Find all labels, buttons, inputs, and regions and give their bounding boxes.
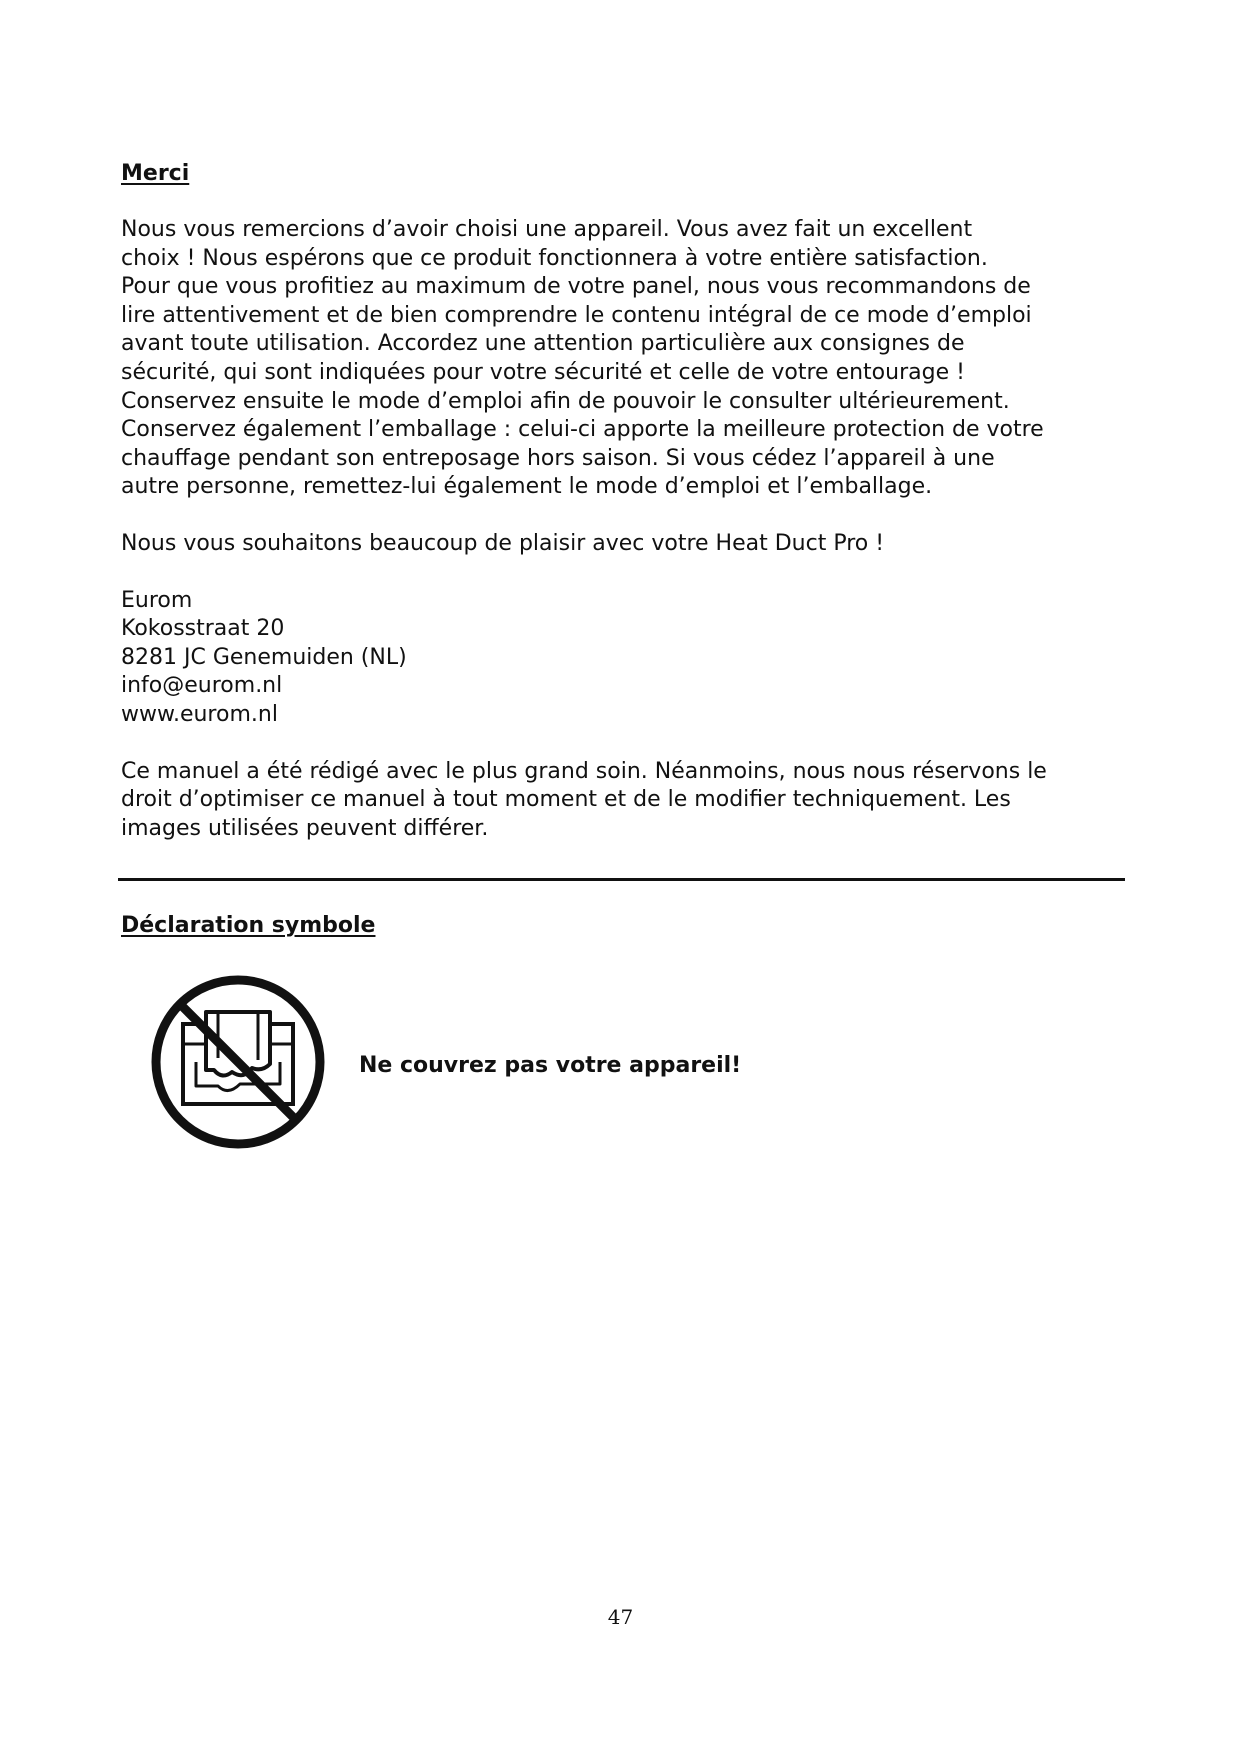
city-address: 8281 JC Genemuiden (NL) (121, 644, 407, 670)
symbols-heading: Déclaration symbole (121, 913, 376, 938)
disclaimer-line: images utilisées peuvent différer. (121, 815, 489, 841)
spacer (121, 188, 1131, 216)
spacer (121, 502, 1131, 530)
intro-line: choix ! Nous espérons que ce produit fonctionnera à votre entière satisfaction. (121, 245, 988, 271)
intro-line: autre personne, remettez-lui également le mode d’emploi et l’emballage. (121, 474, 933, 500)
email-address: info@eurom.nl (121, 673, 283, 699)
wish-paragraph (121, 530, 1131, 559)
intro-line: sécurité, qui sont indiquées pour votre sécurité et celle de votre entourage ! (121, 359, 965, 385)
symbols-section (121, 912, 1131, 940)
spacer (121, 559, 1131, 587)
intro-paragraph (121, 216, 1131, 502)
website-address: www.eurom.nl (121, 701, 278, 727)
intro-line: Nous vous remercions d’avoir choisi une appareil. Vous avez fait un excellent (121, 217, 973, 242)
do-not-cover-icon (148, 972, 328, 1152)
intro-line: Conservez ensuite le mode d’emploi afin de pouvoir le consulter ultérieurement. (121, 388, 1010, 414)
symbol-description: Ne couvrez pas votre appareil! (359, 1053, 742, 1078)
disclaimer-line: droit d’optimiser ce manuel à tout moment et de le modifier techniquement. Les (121, 787, 1011, 813)
merci-section (121, 160, 1131, 843)
symbol-row (148, 972, 1128, 1152)
spacer (121, 730, 1131, 758)
address-block (121, 587, 1131, 730)
wish-text: Nous vous souhaitons beaucoup de plaisir avec votre Heat Duct Pro ! (121, 530, 885, 556)
intro-line: chauffage pendant son entreposage hors saison. Si vous cédez l’appareil à une (121, 445, 995, 471)
page-number: 47 (607, 1605, 634, 1629)
intro-line: Pour que vous profitiez au maximum de votre panel, nous vous recommandons de (121, 274, 1031, 300)
street-address: Kokosstraat 20 (121, 616, 285, 642)
merci-heading: Merci (121, 161, 190, 186)
intro-line: Conservez également l’emballage : celui-ci apporte la meilleure protection de votre (121, 417, 1044, 443)
section-divider (118, 878, 1125, 881)
disclaimer-paragraph (121, 758, 1131, 844)
company-name: Eurom (121, 587, 193, 613)
intro-line: avant toute utilisation. Accordez une attention particulière aux consignes de (121, 331, 965, 357)
intro-line: lire attentivement et de bien comprendre le contenu intégral de ce mode d’emploi (121, 302, 1032, 328)
disclaimer-line: Ce manuel a été rédigé avec le plus grand soin. Néanmoins, nous nous réservons le (121, 758, 1047, 784)
